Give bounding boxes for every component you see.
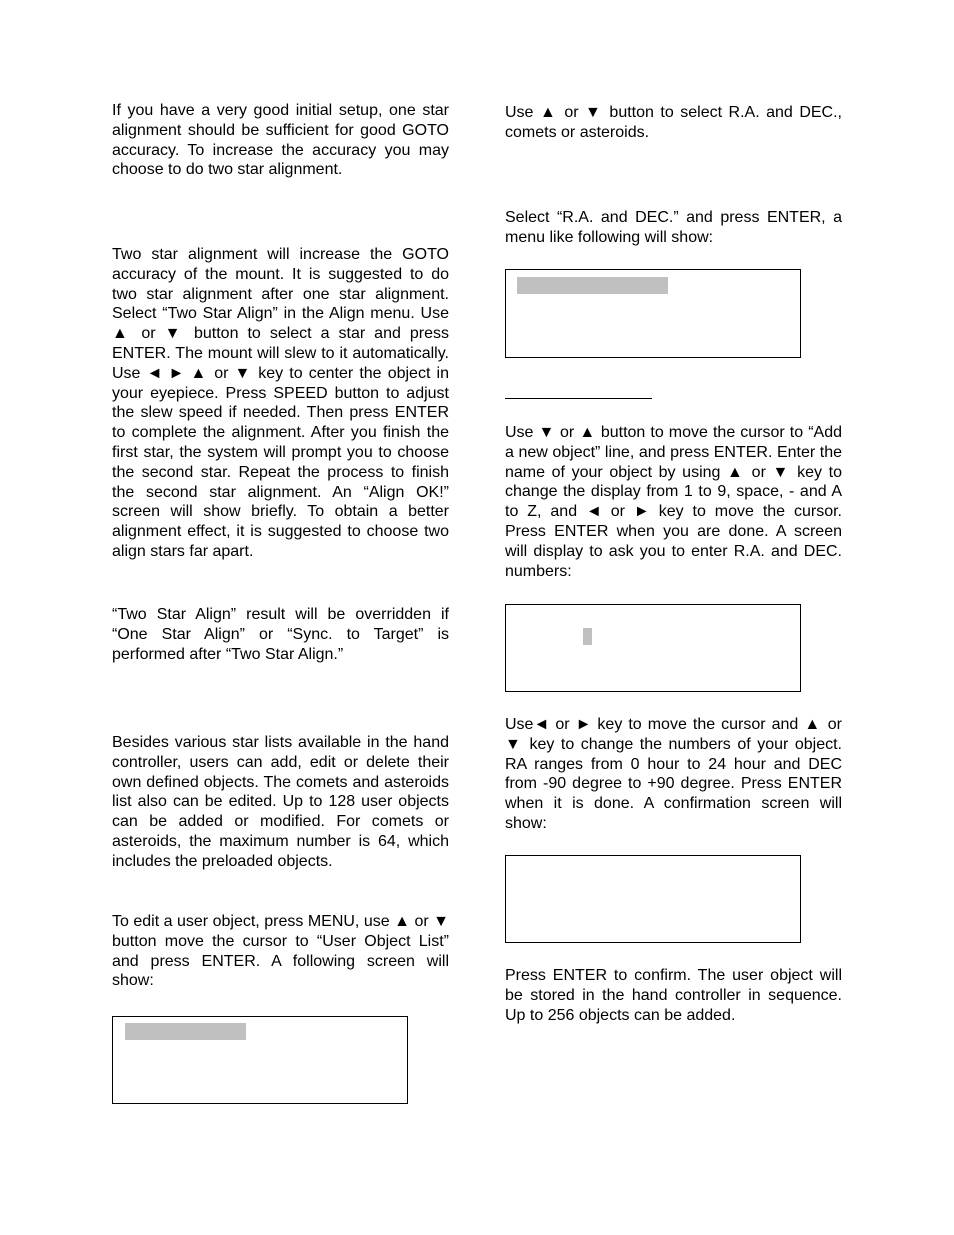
- section-rule: [505, 398, 652, 399]
- lcd-highlight-bar: [125, 1023, 246, 1040]
- select-ra-dec-paragraph: Select “R.A. and DEC.” and press ENTER, a menu like following will show:: [505, 209, 842, 246]
- two-star-align-paragraph: Two star alignment will increase the GOTO accuracy of the mount. It is suggested to do two star alignment after one star alignment. Select “Two Star Align” in the Align menu. Use ▲ or ▼ button to select a star and press ENTER. The mount will slew to it automatically. Use ◄ ► ▲ or ▼ key to center the object in your eyepiece. Press SPEED button to adjust the slew speed if needed. Then press ENTER to complete the alignment. After you finish the first star, the system will prompt you to choose the second star. Repeat the process to finish the second star alignment. An “Align OK!” screen will show briefly. To obtain a better alignment effect, it is suggested to choose two align stars far apart.: [112, 246, 449, 560]
- one-star-paragraph: If you have a very good initial setup, one star alignment should be sufficient for good GOTO accuracy. To increase the accuracy you may choose to do two star alignment.: [112, 102, 449, 179]
- add-object-paragraph: Use ▼ or ▲ button to move the cursor to “Add a new object” line, and press ENTER. Enter the name of your object by using ▲ or ▼ key to change the display from 1 to 9, space, - and A to Z, and ◄ or ► key to move the cursor. Press ENTER when you are done. A screen will display to ask you to enter R.A. and DEC. numbers:: [505, 424, 842, 580]
- user-objects-paragraph: Besides various star lists available in the hand controller, users can add, edit or delete their own defined objects. The comets and asteroids list also can be edited. Up to 128 user objects can be added or modified. For comets or asteroids, the maximum number is 64, which includes the preloaded objects.: [112, 734, 449, 870]
- lcd-highlight-bar: [517, 277, 668, 294]
- edit-user-object-paragraph: To edit a user object, press MENU, use ▲ or ▼ button move the cursor to “User Object List” and press ENTER. A following screen will show:: [112, 913, 449, 990]
- lcd-screen-confirmation: [505, 855, 801, 943]
- lcd-screen-ra-dec-menu: [505, 269, 801, 358]
- select-type-paragraph: Use ▲ or ▼ button to select R.A. and DEC., comets or asteroids.: [505, 104, 842, 141]
- override-note-paragraph: “Two Star Align” result will be overridden if “One Star Align” or “Sync. to Target” is performed after “Two Star Align.”: [112, 606, 449, 663]
- lcd-screen-enter-coordinates: [505, 604, 801, 692]
- lcd-cursor: [583, 628, 592, 645]
- lcd-screen-user-object-list: [112, 1016, 408, 1104]
- confirm-paragraph: Press ENTER to confirm. The user object will be stored in the hand controller in sequence. Up to 256 objects can be added.: [505, 967, 842, 1024]
- change-numbers-paragraph: Use◄ or ► key to move the cursor and ▲ or ▼ key to change the numbers of your object. RA ranges from 0 hour to 24 hour and DEC from -90 degree to +90 degree. Press ENTER when it is done. A confirmation screen will show:: [505, 716, 842, 832]
